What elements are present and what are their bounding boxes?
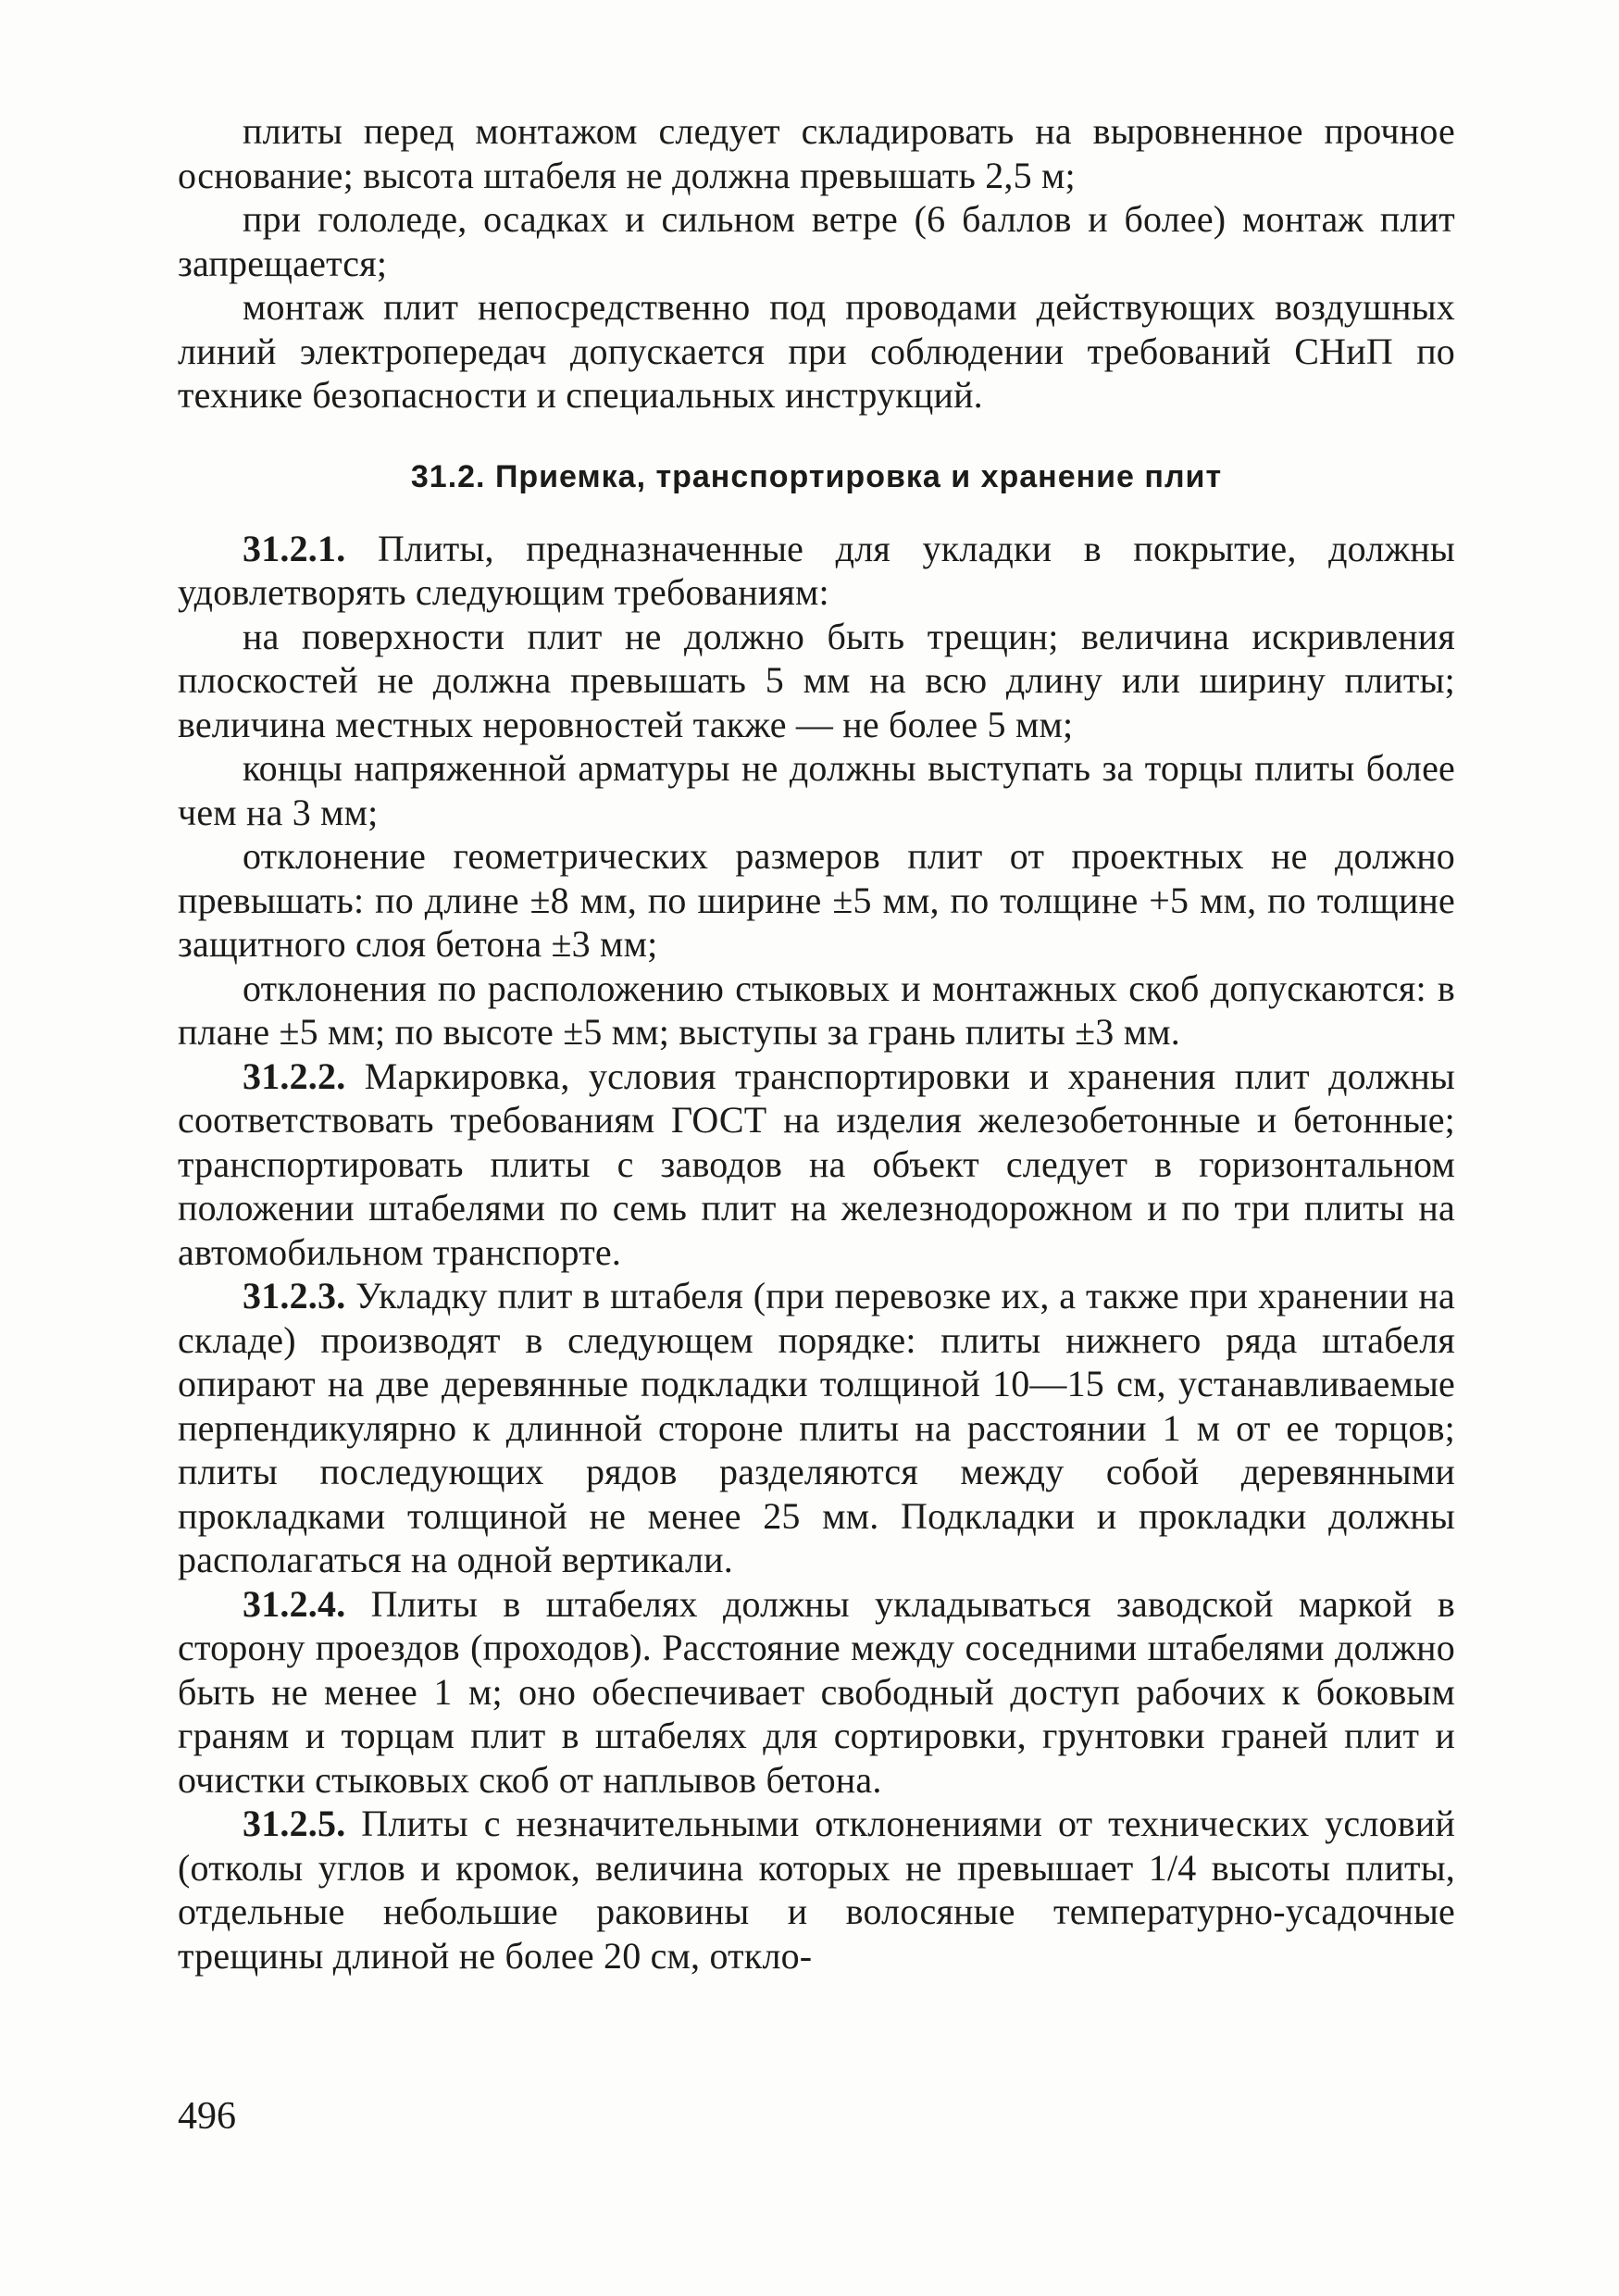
clause-number: 31.2.5. xyxy=(243,1803,346,1844)
clause-31-2-4 xyxy=(178,1582,1455,1803)
clause-number: 31.2.3. xyxy=(243,1275,346,1316)
clause-text: Маркировка, условия транспортировки и хранения плит должны соответствовать требованиям ГОСТ на изделия железобетонные и бетонные; транспортировать плиты с заводов на объект следует в горизонтальном положении штабелями по семь плит на железнодорожном и по три плиты на автомобильном транспорте. xyxy=(178,1054,1455,1273)
clause-31-2-5 xyxy=(178,1802,1455,1978)
page-number: 496 xyxy=(178,2095,236,2138)
clause-31-2-1 xyxy=(178,527,1455,615)
clause-text: Плиты с незначительными отклонениями от технических условий (отколы углов и кромок, величина которых не превышает 1/4 высоты плиты, отдельные небольшие раковины и волосяные температурно-усадочные трещины длиной не более 20 см, откло- xyxy=(178,1803,1455,1977)
clause-text: Укладку плит в штабеля (при перевозке их, а также при хранении на складе) производят в следующем порядке: плиты нижнего ряда штабеля опирают на две деревянные подкладки толщиной 10—15 см, устанавливаемые перпендикулярно к длинной стороне плиты на расстоянии 1 м от ее торцов; плиты последующих рядов разделяются между собой деревянными прокладками толщиной не менее 25 мм. Подкладки и прокладки должны располагаться на одной вертикали. xyxy=(178,1275,1455,1580)
clause-number: 31.2.2. xyxy=(243,1054,346,1097)
page-body xyxy=(178,109,1455,1978)
section-heading: 31.2. Приемка, транспортировка и хранение плит xyxy=(410,458,1223,494)
intro-paragraph-2: при гололеде, осадках и сильном ветре (6 баллов и более) монтаж плит запрещается; xyxy=(178,198,1455,284)
clause-number: 31.2.4. xyxy=(243,1582,346,1625)
requirement-reinforcement: концы напряженной арматуры не должны выступать за торцы плиты более чем на 3 мм; xyxy=(178,747,1455,833)
clause-31-2-2 xyxy=(178,1054,1455,1275)
intro-paragraph-3: монтаж плит непосредственно под проводами действующих воздушных линий электропередач допускается при соблюдении требований СНиП по технике безопасности и специальных инструкций. xyxy=(178,286,1455,416)
requirement-dimensions: отклонение геометрических размеров плит от проектных не должно превышать: по длине ±8 мм, по ширине ±5 мм, по толщине +5 мм, по толщине защитного слоя бетона ±3 мм; xyxy=(178,835,1455,965)
clause-text: Плиты, предназначенные для укладки в покрытие, должны удовлетворять следующим требованиям: xyxy=(178,527,1455,613)
clause-number: 31.2.1. xyxy=(243,527,346,569)
clause-text: Плиты в штабелях должны укладываться заводской маркой в сторону проездов (проходов). Расстояние между соседними штабелями должно быть не менее 1 м; оно обеспечивает свободный доступ рабочих к боковым граням и торцам плит в штабелях для сортировки, грунтовки граней плит и очистки стыковых скоб от наплывов бетона. xyxy=(178,1582,1455,1801)
requirement-brackets: отклонения по расположению стыковых и монтажных скоб допускаются: в плане ±5 мм; по высоте ±5 мм; выступы за грань плиты ±3 мм. xyxy=(178,967,1455,1053)
requirement-surface: на поверхности плит не должно быть трещин; величина искривления плоскостей не должна превышать 5 мм на всю длину или ширину плиты; величина местных неровностей также — не более 5 мм; xyxy=(178,615,1455,745)
clause-31-2-3 xyxy=(178,1274,1455,1582)
intro-paragraph-1: плиты перед монтажом следует складировать на выровненное прочное основание; высота штабеля не должна превышать 2,5 м; xyxy=(178,110,1455,196)
